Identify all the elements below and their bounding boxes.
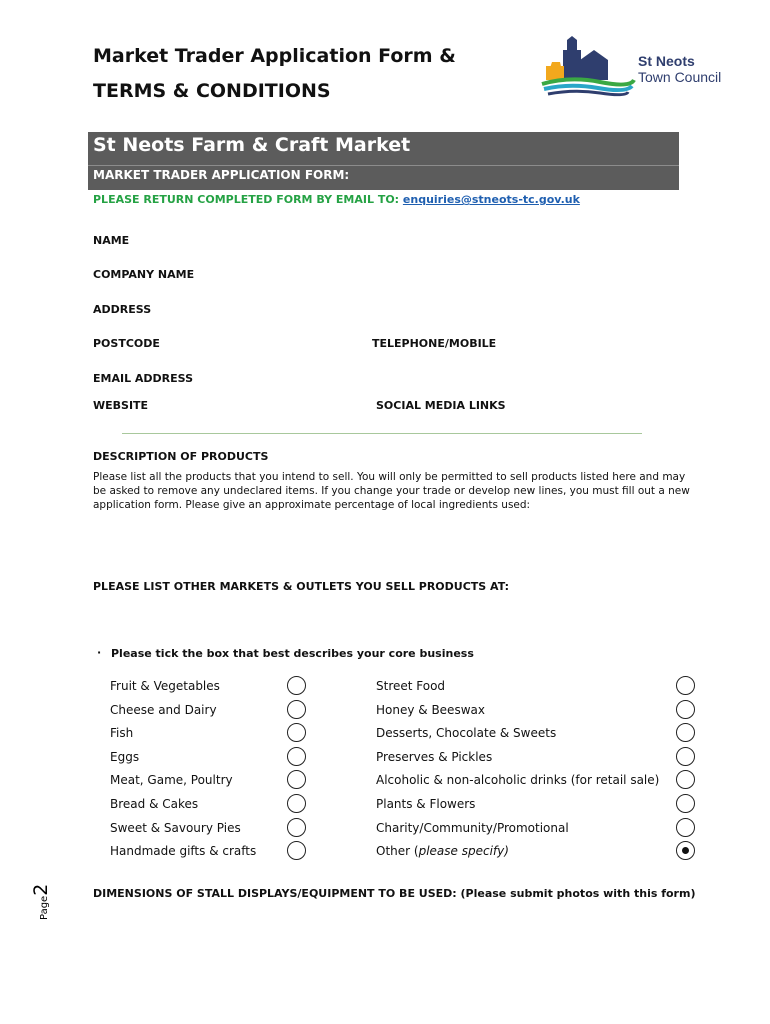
option-label [110, 773, 233, 787]
option-label [376, 773, 659, 787]
option-label [110, 679, 220, 693]
option-radio[interactable] [287, 770, 306, 789]
website-label: WEBSITE [93, 399, 149, 412]
description-line1: Please list all the products that you intend to sell. You will only be permitted to sell products listed here and may [93, 471, 686, 483]
option-label [110, 750, 139, 764]
core-business-prompt: Please tick the box that best describes your core business [111, 647, 474, 660]
option-radio[interactable] [287, 794, 306, 813]
option-label [110, 797, 198, 811]
option-radio[interactable] [287, 676, 306, 695]
return-instruction-text: PLEASE RETURN COMPLETED FORM BY EMAIL TO: [93, 193, 403, 206]
description-heading: DESCRIPTION OF PRODUCTS [93, 450, 269, 463]
option-label [376, 844, 509, 858]
option-label-text: Street Food [376, 679, 446, 693]
social-media-label: SOCIAL MEDIA LINKS [376, 399, 506, 412]
page-label: Page [39, 895, 50, 920]
description-line3: application form. Please give an approximate percentage of local ingredients used: [93, 499, 531, 511]
option-label [110, 821, 241, 835]
option-label [110, 726, 133, 740]
email-link[interactable]: enquiries@stneots-tc.gov.uk [402, 193, 580, 206]
option-radio[interactable] [287, 700, 306, 719]
other-markets-heading: PLEASE LIST OTHER MARKETS & OUTLETS YOU SELL PRODUCTS AT: [93, 580, 510, 593]
address-label: ADDRESS [93, 303, 152, 316]
option-label [376, 750, 492, 764]
option-label-text: Eggs [110, 750, 140, 764]
option-label-text: Sweet & Savoury Pies [110, 821, 241, 835]
option-label [376, 679, 445, 693]
banner-divider [88, 165, 679, 166]
option-label-text: Plants & Flowers [376, 797, 476, 811]
banner-subtitle: MARKET TRADER APPLICATION FORM: [93, 168, 350, 182]
option-radio[interactable] [676, 676, 695, 695]
option-label-text: Bread & Cakes [110, 797, 199, 811]
description-line2: be asked to remove any undeclared items. If you change your trade or develop new lines, you must fill out a new [93, 485, 690, 497]
option-label [376, 821, 569, 835]
section-divider [122, 433, 642, 434]
option-radio[interactable] [676, 818, 695, 837]
option-radio[interactable] [676, 747, 695, 766]
section-banner [88, 132, 679, 190]
logo-text-line1: St Neots [638, 53, 695, 69]
option-label-text: Meat, Game, Poultry [110, 773, 233, 787]
option-label [376, 797, 475, 811]
email-address-label: EMAIL ADDRESS [93, 372, 194, 385]
church-logo-icon [540, 36, 636, 98]
company-name-label: COMPANY NAME [93, 268, 195, 281]
bullet-point: · [97, 646, 102, 659]
option-label [110, 703, 217, 717]
option-label-text: Desserts, Chocolate & Sweets [376, 726, 557, 740]
dimensions-heading: DIMENSIONS OF STALL DISPLAYS/EQUIPMENT TO BE USED: (Please submit photos with this form) [93, 887, 696, 900]
option-radio[interactable] [676, 723, 695, 742]
option-label-italic: please specify) [418, 844, 509, 858]
council-logo [540, 36, 740, 98]
option-radio[interactable] [676, 700, 695, 719]
option-radio[interactable] [287, 818, 306, 837]
option-label-text: Fish [110, 726, 134, 740]
logo-text-line2: Town Council [638, 69, 722, 85]
option-radio[interactable] [287, 747, 306, 766]
option-label-text: Handmade gifts & crafts [110, 844, 257, 858]
option-label-text: Cheese and Dairy [110, 703, 217, 717]
option-label [376, 726, 556, 740]
return-instruction [93, 193, 580, 206]
option-radio[interactable] [287, 841, 306, 860]
option-label-text: Alcoholic & non-alcoholic drinks (for retail sale) [376, 773, 660, 787]
option-label-text: Other ( [376, 844, 419, 858]
option-label-text: Honey & Beeswax [376, 703, 485, 717]
option-radio[interactable] [676, 794, 695, 813]
name-label: NAME [93, 234, 130, 247]
banner-title: St Neots Farm & Craft Market [93, 134, 411, 156]
option-label [376, 703, 485, 717]
description-paragraph [93, 470, 693, 512]
telephone-label: TELEPHONE/MOBILE [372, 337, 497, 350]
form-title-line1: Market Trader Application Form & [93, 45, 456, 67]
option-label-text: Charity/Community/Promotional [376, 821, 569, 835]
option-radio[interactable] [287, 723, 306, 742]
postcode-label: POSTCODE [93, 337, 160, 350]
option-radio[interactable] [676, 841, 695, 860]
option-radio[interactable] [676, 770, 695, 789]
option-label [110, 844, 256, 858]
option-label-text: Fruit & Vegetables [110, 679, 220, 693]
page-number-value: 2 [30, 883, 52, 896]
page-number [30, 884, 52, 920]
form-title-line2: TERMS & CONDITIONS [93, 80, 331, 102]
option-label-text: Preserves & Pickles [376, 750, 493, 764]
